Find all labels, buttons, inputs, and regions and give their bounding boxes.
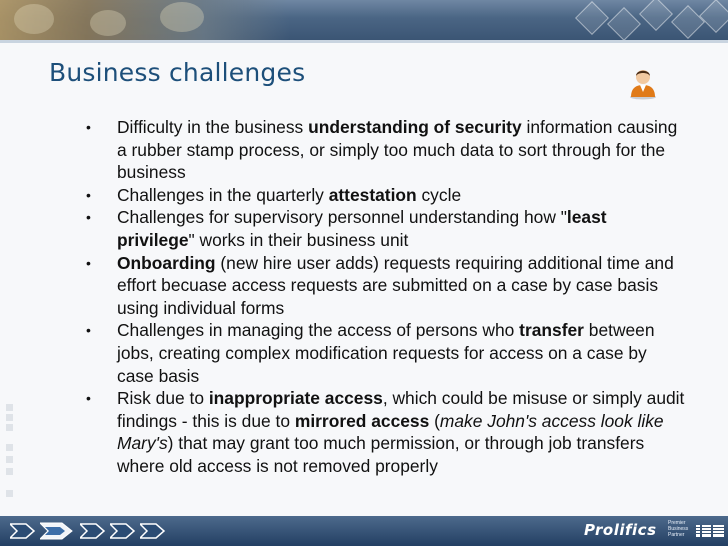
bullet-emphasis: attestation <box>328 184 417 205</box>
footer-bar <box>0 516 728 546</box>
chevron-right-icon <box>110 522 136 540</box>
bullet-text: ( <box>429 410 440 431</box>
chevron-right-icon <box>80 522 106 540</box>
bullet-item <box>86 252 686 320</box>
decor-square <box>6 490 13 497</box>
bullet-marker: • <box>86 390 91 407</box>
bullet-item <box>86 184 686 207</box>
bullet-marker: • <box>86 209 91 226</box>
bullet-text: Challenges for supervisory personnel understanding how " <box>117 207 567 228</box>
bullet-marker: • <box>86 119 91 135</box>
partner-label: Premier Business Partner <box>668 520 689 538</box>
banner-stripe <box>0 40 728 43</box>
bullet-item <box>86 116 686 184</box>
bullet-text: information causing a rubber stamp process, or simply too much data to sort through for the business <box>117 117 678 183</box>
bullet-text: Challenges in managing the access of persons who <box>117 320 520 341</box>
decor-square <box>6 456 13 463</box>
bullet-text: cycle <box>416 184 462 205</box>
chevron-right-icon <box>40 522 74 540</box>
decor-square <box>6 468 13 475</box>
bullet-item <box>86 319 686 387</box>
chevron-right-icon <box>140 522 166 540</box>
decor-square <box>6 424 13 431</box>
bullet-emphasis: least privilege <box>117 207 607 250</box>
banner-photo <box>0 0 290 40</box>
ibm-logo <box>693 519 726 543</box>
bullet-list <box>86 116 686 478</box>
header-banner <box>0 0 728 40</box>
prolifics-logo: Prolifics <box>584 521 657 539</box>
bullet-text: ) that may grant too much permission, or through job transfers where old access is not removed properly <box>117 433 645 476</box>
bullet-emphasis: transfer <box>519 320 584 341</box>
bullet-text: " works in their business unit <box>188 229 409 250</box>
chevron-right-icon <box>10 522 36 540</box>
person-icon <box>628 66 658 100</box>
decor-square <box>6 414 13 421</box>
bullet-emphasis: mirrored access <box>294 410 430 431</box>
bullet-emphasis: inappropriate access <box>208 388 383 409</box>
bullet-text: Risk due to <box>117 388 209 409</box>
bullet-text: between jobs, creating complex modification requests for access on a case by case basis <box>117 320 655 386</box>
bullet-marker: • <box>86 322 91 339</box>
slide-title: Business challenges <box>49 58 306 87</box>
bullet-italic: make John's access look like Mary's <box>117 410 664 454</box>
bullet-emphasis: understanding of security <box>308 117 522 137</box>
bullet-emphasis: Onboarding <box>117 252 216 273</box>
bullet-marker: • <box>86 254 91 271</box>
decor-square <box>6 404 13 411</box>
bullet-item <box>86 206 686 251</box>
bullet-text: Challenges in the quarterly <box>117 184 329 205</box>
bullet-text: Difficulty in the business <box>117 117 309 137</box>
bullet-marker: • <box>86 186 91 203</box>
decor-square <box>6 444 13 451</box>
bullet-text: , which could be misuse or simply audit findings - this is due to <box>117 388 685 431</box>
bullet-item <box>86 387 686 477</box>
banner-cubes-graphic <box>568 0 728 40</box>
bullet-text: (new hire user adds) requests requiring additional time and effort becuase access requests are submitted on a case by case basis using individual forms <box>117 252 674 318</box>
